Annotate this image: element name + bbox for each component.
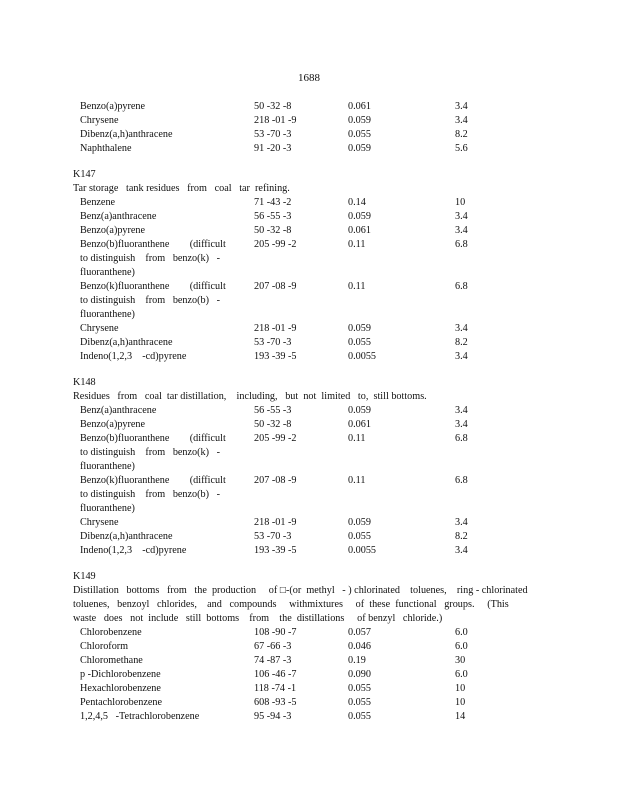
wastewater-standard: 0.11	[348, 475, 366, 486]
nonwastewater-standard: 3.4	[455, 115, 468, 126]
cas-number: 108 -90 -7	[254, 627, 297, 638]
nonwastewater-standard: 6.0	[455, 641, 468, 652]
nonwastewater-standard: 3.4	[455, 405, 468, 416]
wastewater-standard: 0.055	[348, 337, 371, 348]
wastewater-standard: 0.059	[348, 405, 371, 416]
cas-number: 218 -01 -9	[254, 115, 297, 126]
constituent-name: Benzo(a)pyrene	[80, 225, 146, 236]
waste-code: K148	[73, 377, 96, 388]
wastewater-standard: 0.061	[348, 225, 371, 236]
name-line: fluoranthene)	[80, 502, 135, 514]
constituent-name: 1,2,4,5 -Tetrachlorobenzene	[80, 711, 200, 722]
constituent-name: Pentachlorobenzene	[80, 697, 163, 708]
name-line: fluoranthene)	[80, 266, 135, 278]
constituent-name: Benzene	[80, 197, 116, 208]
cas-number: 56 -55 -3	[254, 211, 292, 222]
nonwastewater-standard: 3.4	[455, 211, 468, 222]
cas-number: 205 -99 -2	[254, 239, 297, 250]
constituent-name: Benzo(a)pyrene	[80, 101, 146, 112]
wastewater-standard: 0.059	[348, 517, 371, 528]
constituent-name: Benzo(a)pyrene	[80, 419, 146, 430]
cas-number: 218 -01 -9	[254, 517, 297, 528]
wastewater-standard: 0.0055	[348, 545, 377, 556]
cas-number: 207 -08 -9	[254, 281, 297, 292]
nonwastewater-standard: 8.2	[455, 337, 468, 348]
cas-number: 106 -46 -7	[254, 669, 297, 680]
name-line: Benzo(b)fluoranthene (difficult	[80, 239, 226, 250]
constituent-name: Indeno(1,2,3 -cd)pyrene	[80, 545, 187, 556]
nonwastewater-standard: 6.8	[455, 281, 468, 292]
nonwastewater-standard: 6.8	[455, 239, 468, 250]
cas-number: 56 -55 -3	[254, 405, 292, 416]
nonwastewater-standard: 8.2	[455, 129, 468, 140]
waste-description-line: toluenes, benzoyl chlorides, and compounds withmixtures of these functional groups. (This	[73, 598, 509, 610]
nonwastewater-standard: 3.4	[455, 351, 468, 362]
name-line: fluoranthene)	[80, 460, 135, 472]
cas-number: 74 -87 -3	[254, 655, 292, 666]
wastewater-standard: 0.0055	[348, 351, 377, 362]
cas-number: 53 -70 -3	[254, 129, 292, 140]
wastewater-standard: 0.057	[348, 627, 371, 638]
nonwastewater-standard: 30	[455, 655, 466, 666]
name-line: to distinguish from benzo(k) -	[80, 252, 221, 264]
cas-number: 53 -70 -3	[254, 531, 292, 542]
cas-number: 207 -08 -9	[254, 475, 297, 486]
wastewater-standard: 0.061	[348, 419, 371, 430]
constituent-name: Chlorobenzene	[80, 627, 142, 638]
wastewater-standard: 0.055	[348, 531, 371, 542]
wastewater-standard: 0.11	[348, 239, 366, 250]
wastewater-standard: 0.14	[348, 197, 366, 208]
name-line: Benzo(k)fluoranthene (difficult	[80, 281, 226, 292]
constituent-name: Indeno(1,2,3 -cd)pyrene	[80, 351, 187, 362]
constituent-name: Benz(a)anthracene	[80, 405, 157, 416]
wastewater-standard: 0.055	[348, 129, 371, 140]
nonwastewater-standard: 6.8	[455, 475, 468, 486]
wastewater-standard: 0.19	[348, 655, 366, 666]
cas-number: 118 -74 -1	[254, 683, 297, 694]
cas-number: 91 -20 -3	[254, 143, 292, 154]
waste-description-line: waste does not include still bottoms from the distillations of benzyl chloride.)	[73, 612, 443, 624]
constituent-name: Chloromethane	[80, 655, 143, 666]
nonwastewater-standard: 10	[455, 683, 466, 694]
waste-code: K149	[73, 571, 96, 582]
cas-number: 67 -66 -3	[254, 641, 292, 652]
nonwastewater-standard: 10	[455, 697, 466, 708]
nonwastewater-standard: 14	[455, 711, 466, 722]
cas-number: 53 -70 -3	[254, 337, 292, 348]
nonwastewater-standard: 6.0	[455, 669, 468, 680]
wastewater-standard: 0.090	[348, 669, 371, 680]
wastewater-standard: 0.059	[348, 115, 371, 126]
constituent-name	[80, 238, 230, 280]
nonwastewater-standard: 8.2	[455, 531, 468, 542]
nonwastewater-standard: 5.6	[455, 143, 468, 154]
constituent-name: Chrysene	[80, 517, 119, 528]
name-line: fluoranthene)	[80, 308, 135, 320]
cas-number: 193 -39 -5	[254, 545, 297, 556]
nonwastewater-standard: 6.8	[455, 433, 468, 444]
cas-number: 50 -32 -8	[254, 419, 292, 430]
wastewater-standard: 0.046	[348, 641, 371, 652]
constituent-name: Chrysene	[80, 323, 119, 334]
waste-description-line: Distillation bottoms from the production of □-(or methyl - ) chlorinated toluenes, ring - chlorinated	[73, 585, 528, 596]
waste-description	[73, 584, 543, 626]
waste-code: K147	[73, 169, 96, 180]
constituent-name	[80, 474, 230, 516]
wastewater-standard: 0.11	[348, 433, 366, 444]
cas-number: 50 -32 -8	[254, 225, 292, 236]
cas-number: 71 -43 -2	[254, 197, 292, 208]
nonwastewater-standard: 3.4	[455, 545, 468, 556]
constituent-name	[80, 280, 230, 322]
waste-description-text: Residues from coal tar distillation, including, but not limited to, still bottoms.	[73, 391, 427, 402]
constituent-name: Dibenz(a,h)anthracene	[80, 337, 173, 348]
wastewater-standard: 0.055	[348, 683, 371, 694]
constituent-name: Naphthalene	[80, 143, 132, 154]
nonwastewater-standard: 3.4	[455, 225, 468, 236]
wastewater-standard: 0.059	[348, 143, 371, 154]
name-line: to distinguish from benzo(b) -	[80, 294, 221, 306]
nonwastewater-standard: 3.4	[455, 323, 468, 334]
nonwastewater-standard: 3.4	[455, 419, 468, 430]
cas-number: 95 -94 -3	[254, 711, 292, 722]
constituent-name: Dibenz(a,h)anthracene	[80, 129, 173, 140]
nonwastewater-standard: 3.4	[455, 101, 468, 112]
constituent-name: p -Dichlorobenzene	[80, 669, 161, 680]
constituent-name: Dibenz(a,h)anthracene	[80, 531, 173, 542]
cas-number: 218 -01 -9	[254, 323, 297, 334]
waste-description-text: Tar storage tank residues from coal tar refining.	[73, 183, 290, 194]
name-line: Benzo(b)fluoranthene (difficult	[80, 433, 226, 444]
wastewater-standard: 0.055	[348, 697, 371, 708]
cas-number: 50 -32 -8	[254, 101, 292, 112]
cas-number: 205 -99 -2	[254, 433, 297, 444]
page-number: 1688	[298, 72, 320, 84]
nonwastewater-standard: 10	[455, 197, 466, 208]
constituent-name	[80, 432, 230, 474]
cas-number: 193 -39 -5	[254, 351, 297, 362]
nonwastewater-standard: 3.4	[455, 517, 468, 528]
wastewater-standard: 0.059	[348, 211, 371, 222]
constituent-name: Chloroform	[80, 641, 129, 652]
name-line: to distinguish from benzo(k) -	[80, 446, 221, 458]
wastewater-standard: 0.059	[348, 323, 371, 334]
nonwastewater-standard: 6.0	[455, 627, 468, 638]
name-line: to distinguish from benzo(b) -	[80, 488, 221, 500]
wastewater-standard: 0.11	[348, 281, 366, 292]
wastewater-standard: 0.061	[348, 101, 371, 112]
constituent-name: Benz(a)anthracene	[80, 211, 157, 222]
wastewater-standard: 0.055	[348, 711, 371, 722]
name-line: Benzo(k)fluoranthene (difficult	[80, 475, 226, 486]
constituent-name: Chrysene	[80, 115, 119, 126]
constituent-name: Hexachlorobenzene	[80, 683, 161, 694]
cas-number: 608 -93 -5	[254, 697, 297, 708]
